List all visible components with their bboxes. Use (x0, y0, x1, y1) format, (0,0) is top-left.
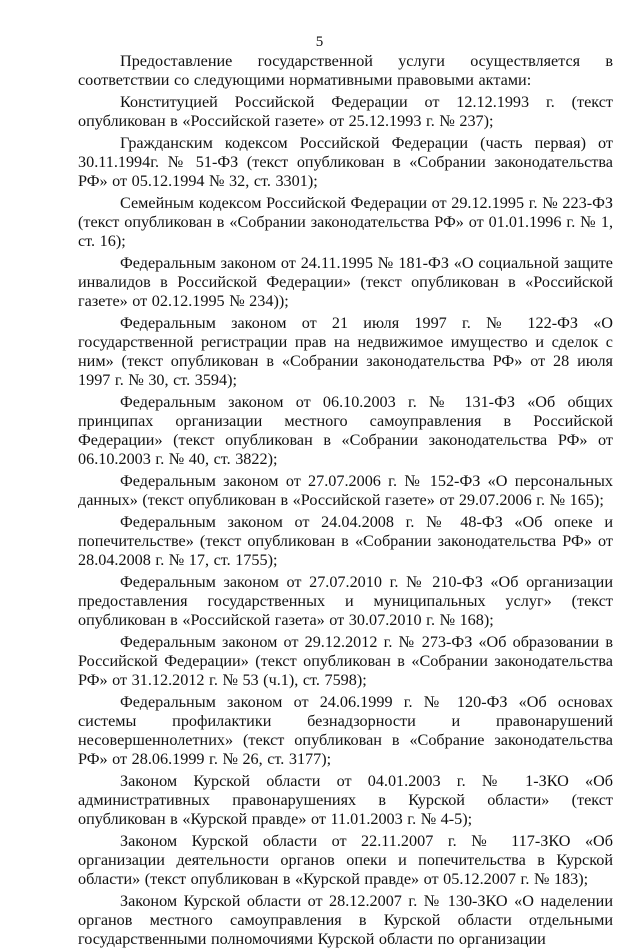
page-number: 5 (315, 34, 324, 50)
act-paragraph: Федеральным законом от 06.10.2003 г. № 131-ФЗ «Об общих принципах организации местного самоуправления в Российской Федерации» (текст опубликован в «Собрании законодательства РФ» от 06.10.2003 г. № 40, ст. 3822); (78, 393, 613, 468)
act-paragraph: Федеральным законом от 24.06.1999 г. № 120-ФЗ «Об основах системы профилактики безнадзорности и правонарушений несовершеннолетних» (текст опубликован в «Собрание законодательства РФ» от 28.06.1999 г. № 26, ст. 3177); (78, 693, 613, 768)
act-paragraph: Семейным кодексом Российской Федерации от 29.12.1995 г. № 223-ФЗ (текст опубликован в «Собрании законодательства РФ» от 01.01.1996 г. № 1, ст. 16); (78, 194, 613, 250)
act-paragraph: Федеральным законом от 24.04.2008 г. № 48-ФЗ «Об опеке и попечительстве» (текст опубликован в «Собрании законодательства РФ» от 28.04.2008 г. № 17, ст. 1755); (78, 513, 613, 569)
act-paragraph: Законом Курской области от 22.11.2007 г. № 117-ЗКО «Об организации деятельности органов опеки и попечительства в Курской области» (текст опубликован в «Курской правде» от 05.12.2007 г. № 183); (78, 832, 613, 888)
act-paragraph: Конституцией Российской Федерации от 12.12.1993 г. (текст опубликован в «Российской газете» от 25.12.1993 г. № 237); (78, 93, 613, 130)
act-paragraph: Федеральным законом от 29.12.2012 г. № 273-ФЗ «Об образовании в Российской Федерации» (текст опубликован в «Собрании законодательства РФ» от 31.12.2012 г. № 53 (ч.1), ст. 7598); (78, 633, 613, 689)
act-paragraph: Законом Курской области от 04.01.2003 г. № 1-ЗКО «Об административных правонарушениях в Курской области» (текст опубликован в «Курской правде» от 11.01.2003 г. № 4-5); (78, 772, 613, 828)
act-paragraph: Федеральным законом от 21 июля 1997 г. № 122-ФЗ «О государственной регистрации прав на недвижимое имущество и сделок с ним» (текст опубликован в «Собрании законодательства РФ» от 28 июля 1997 г. № 30, ст. 3594); (78, 314, 613, 389)
act-paragraph: Федеральным законом от 27.07.2006 г. № 152-ФЗ «О персональных данных» (текст опубликован в «Российской газете» от 29.07.2006 г. № 165); (78, 472, 613, 509)
act-paragraph: Федеральным законом от 24.11.1995 № 181-ФЗ «О социальной защите инвалидов в Российской Федерации» (текст опубликован в «Российской газете» от 02.12.1995 № 234)); (78, 254, 613, 310)
act-paragraph: Гражданским кодексом Российской Федерации (часть первая) от 30.11.1994г. № 51-ФЗ (текст опубликован в «Собрании законодательства РФ» от 05.12.1994 № 32, ст. 3301); (78, 134, 613, 190)
intro-paragraph: Предоставление государственной услуги осуществляется в соответствии со следующими нормативными правовыми актами: (78, 52, 613, 89)
document-body (78, 52, 613, 952)
act-paragraph: Законом Курской области от 28.12.2007 г. № 130-ЗКО «О наделении органов местного самоуправления в Курской области отдельными государственными полномочиями Курской области по организации (78, 892, 613, 948)
act-paragraph: Федеральным законом от 27.07.2010 г. № 210-ФЗ «Об организации предоставления государственных и муниципальных услуг» (текст опубликован в «Российской газета» от 30.07.2010 г. № 168); (78, 573, 613, 629)
